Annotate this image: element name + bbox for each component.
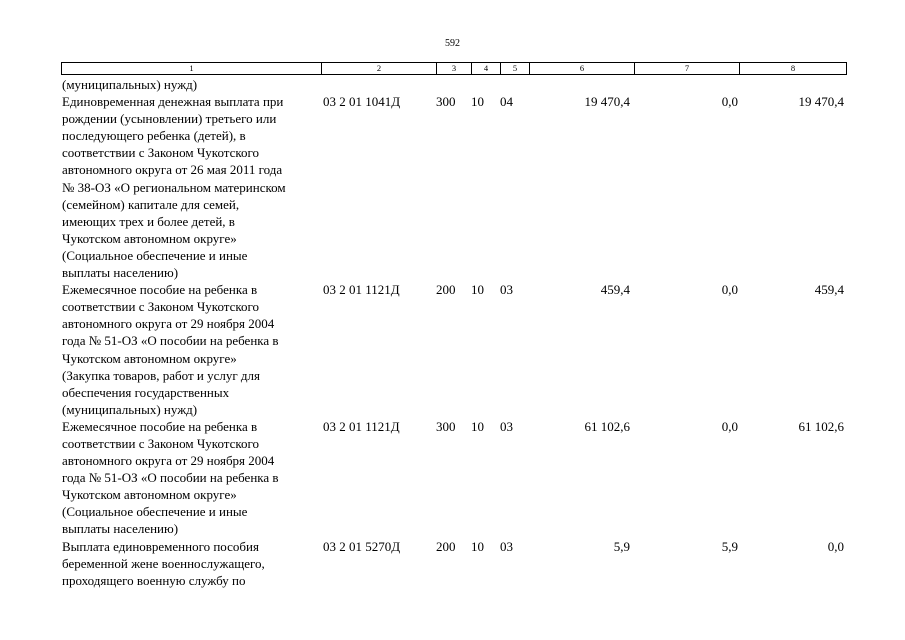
section-cell: 10 [471,538,484,554]
section-cell: 10 [471,418,484,434]
row-description [62,93,324,281]
description-line: соответствии с Законом Чукотского [62,299,260,315]
code-cell: 03 2 01 1121Д [323,282,400,298]
group-cell: 200 [436,282,456,298]
continuation-row [0,76,905,93]
description-line: (муниципальных) нужд) [62,401,198,417]
description-line: (Социальное обеспечение и иные [62,247,248,263]
description-line: (семейном) капитале для семей, [62,196,240,212]
description-line: выплаты населению) [62,265,179,281]
row-description [62,538,324,589]
code-cell: 03 2 01 5270Д [323,538,401,554]
description-line: проходящего военную службу по [62,572,246,588]
description-line: года № 51-ОЗ «О пособии на ребенка в [62,333,279,349]
column-header-8: 8 [790,63,796,73]
section-cell: 10 [471,282,484,298]
description-line: автономного округа от 26 мая 2011 года [62,162,283,178]
description-line: (муниципальных) нужд) [62,77,198,92]
description-line: года № 51-ОЗ «О пособии на ребенка в [62,470,279,486]
description-line: выплаты населению) [62,521,179,537]
description-line: соответствии с Законом Чукотского [62,145,260,161]
amount-cell: 459,4 [600,282,630,298]
table-row [0,281,905,418]
subsection-cell: 03 [500,538,513,554]
page-number: 592 [445,38,460,49]
table-body [0,76,905,589]
amount-cell: 61 102,6 [584,418,630,434]
subsection-cell: 03 [500,282,513,298]
description-line: имеющих трех и более детей, в [62,213,235,229]
description-line: Выплата единовременного пособия [62,538,259,554]
total-cell: 19 470,4 [798,94,844,110]
description-line: (Закупка товаров, работ и услуг для [62,367,260,383]
change-cell: 0,0 [721,282,738,298]
table-row [0,93,905,281]
column-header-6: 6 [579,63,585,73]
subsection-cell: 04 [500,94,513,110]
section-cell: 10 [471,94,484,110]
column-header-5: 5 [512,63,518,73]
change-cell: 0,0 [721,94,738,110]
description-line: Чукотском автономном округе» [62,487,237,503]
code-cell: 03 2 01 1041Д [323,94,401,110]
change-cell: 5,9 [721,538,738,554]
description-line: обеспечения государственных [62,384,230,400]
total-cell: 61 102,6 [798,418,844,434]
group-cell: 200 [436,538,456,554]
subsection-cell: 03 [500,418,513,434]
amount-cell: 5,9 [613,538,630,554]
description-line: последующего ребенка (детей), в [62,128,246,144]
description-line: Чукотском автономном округе» [62,230,237,246]
table-row [0,538,905,589]
change-cell: 0,0 [721,418,738,434]
column-header-2: 2 [376,63,382,73]
description-line: Ежемесячное пособие на ребенка в [62,418,258,434]
total-cell: 459,4 [814,282,844,298]
description-line: соответствии с Законом Чукотского [62,435,260,451]
table-header [61,62,847,75]
description-line: (Социальное обеспечение и иные [62,504,248,520]
column-header-7: 7 [684,63,690,73]
row-description [62,281,324,418]
description-line: Единовременная денежная выплата при [62,94,284,110]
code-cell: 03 2 01 1121Д [323,418,400,434]
description-line: автономного округа от 29 ноября 2004 [62,453,275,469]
description-line: № 38-ОЗ «О региональном материнском [62,179,286,195]
row-description [62,418,324,538]
row-description [62,76,324,93]
column-header-1: 1 [189,63,194,73]
description-line: рождении (усыновлении) третьего или [62,111,277,127]
group-cell: 300 [436,94,456,110]
description-line: беременной жене военнослужащего, [62,555,265,571]
column-header-4: 4 [483,63,489,73]
description-line: Ежемесячное пособие на ребенка в [62,282,258,298]
column-header-3: 3 [451,63,457,73]
total-cell: 0,0 [827,538,844,554]
description-line: Чукотском автономном округе» [62,350,237,366]
group-cell: 300 [436,418,456,434]
table-row [0,418,905,538]
description-line: автономного округа от 29 ноября 2004 [62,316,275,332]
amount-cell: 19 470,4 [584,94,630,110]
